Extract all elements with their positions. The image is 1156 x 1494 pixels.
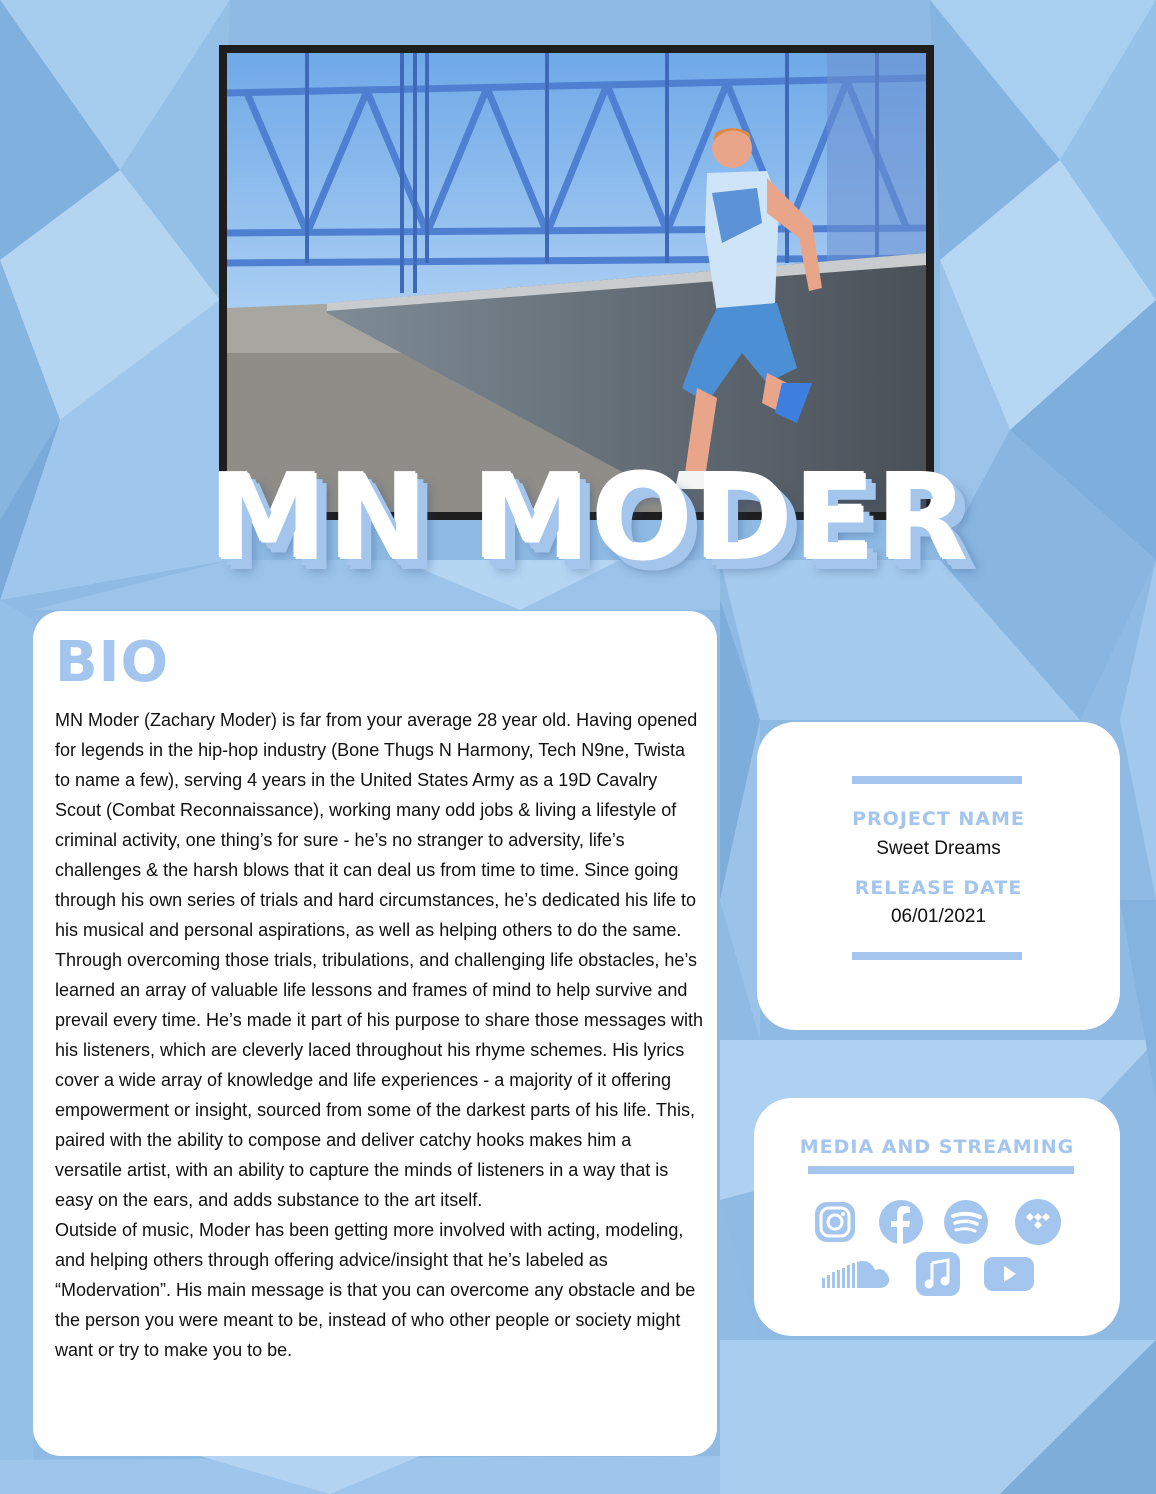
- soundcloud-icon[interactable]: [820, 1250, 894, 1300]
- artist-name-title: MN MODER: [210, 449, 971, 587]
- youtube-icon[interactable]: [982, 1249, 1036, 1299]
- bio-text: [55, 705, 703, 1365]
- media-divider-bar: [808, 1166, 1074, 1174]
- divider-bar-top: [852, 776, 1022, 784]
- media-card: [754, 1098, 1120, 1336]
- facebook-icon[interactable]: [876, 1197, 926, 1247]
- media-title: MEDIA AND STREAMING: [799, 1136, 1075, 1158]
- bio-card: [33, 611, 717, 1456]
- bio-paragraph: Outside of music, Moder has been getting more involved with acting, modeling, and helping others through offering advice/insight that he’s labeled as “Modervation”. His main message is that you can overcome any obstacle and be the person you were meant to be, instead of who other people or society might want or try to make you to be.: [55, 1220, 696, 1360]
- artist-photo-image: [227, 53, 926, 512]
- project-card: [757, 722, 1120, 1030]
- bio-heading: BIO: [55, 630, 170, 695]
- instagram-icon[interactable]: [810, 1197, 860, 1247]
- release-date-value: 06/01/2021: [890, 906, 987, 927]
- divider-bar-bottom: [852, 952, 1022, 960]
- release-date-label: RELEASE DATE: [854, 877, 1023, 899]
- project-name-label: PROJECT NAME: [852, 808, 1025, 830]
- apple-music-icon[interactable]: [913, 1249, 963, 1299]
- spotify-icon[interactable]: [941, 1197, 991, 1247]
- bio-paragraph: MN Moder (Zachary Moder) is far from your average 28 year old. Having opened for legends in the hip-hop industry (Bone Thugs N Harmony, Tech N9ne, Twista to name a few), serving 4 years in the United States Army as a 19D Cavalry Scout (Combat Reconnaissance), working many odd jobs & living a lifestyle of criminal activity, one thing’s for sure - he’s no stranger to adversity, life’s challenges & the harsh blows that it can deal us from time to time. Since going through his own series of trials and hard circumstances, he’s dedicated his life to his musical and personal aspirations, as well as helping others to do the same. Through overcoming those trials, tribulations, and challenging life obstacles, he’s learned an array of valuable life lessons and frames of mind to help survive and prevail every time. He’s made it part of his purpose to share those messages with his listeners, which are cleverly laced throughout his rhyme schemes. His lyrics cover a wide array of knowledge and life experiences - a majority of it offering empowerment or insight, sourced from some of the darkest parts of his life. This, paired with the ability to compose and deliver catchy hooks makes him a versatile artist, with an ability to capture the minds of listeners in a way that is easy on the ears, and adds substance to the art itself.: [55, 710, 703, 1210]
- tidal-icon[interactable]: [1013, 1197, 1063, 1247]
- project-name-value: Sweet Dreams: [876, 838, 1001, 859]
